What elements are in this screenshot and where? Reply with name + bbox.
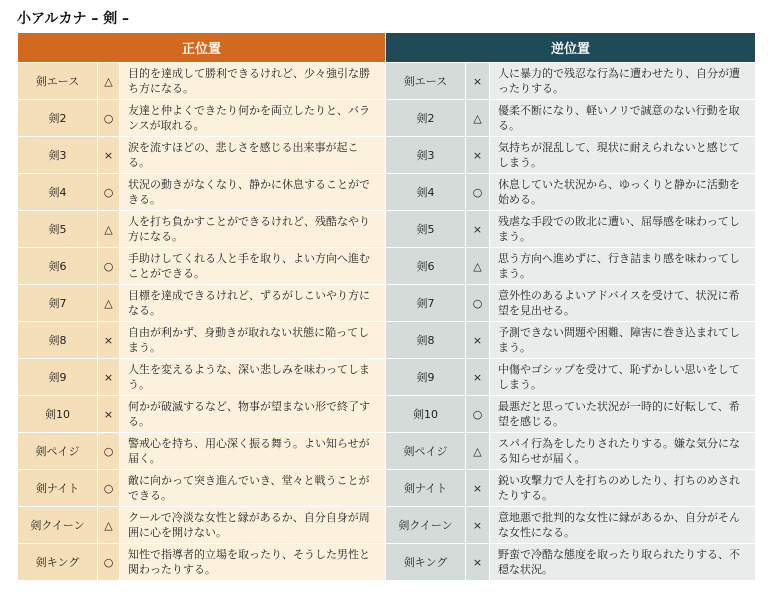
reversed-meaning: スパイ行為をしたりされたりする。嫌な気分になる知らせが届く。 [490, 433, 756, 470]
card-name: 剣9 [18, 359, 98, 396]
card-name: 剣3 [386, 137, 466, 174]
reversed-rating: ○ [466, 285, 490, 322]
page-title: 小アルカナ – 剣 – [17, 11, 130, 27]
card-name: 剣10 [18, 396, 98, 433]
table-row [18, 544, 756, 581]
reversed-rating: × [466, 63, 490, 100]
table-row [18, 137, 756, 174]
upright-rating: ○ [98, 248, 120, 285]
table-row [18, 211, 756, 248]
reversed-meaning: 優柔不断になり、軽いノリで誠意のない行動を取る。 [490, 100, 756, 137]
card-name: 剣キング [18, 544, 98, 581]
upright-meaning: 警戒心を持ち、用心深く振る舞う。よい知らせが届く。 [120, 433, 386, 470]
reversed-meaning: 人に暴力的で残忍な行為に遭わせたり、自分が遭ったりする。 [490, 63, 756, 100]
card-name: 剣2 [18, 100, 98, 137]
upright-meaning: 目的を達成して勝利できるけれど、少々強引な勝ち方になる。 [120, 63, 386, 100]
card-name: 剣4 [18, 174, 98, 211]
table-row [18, 507, 756, 544]
table-row [18, 174, 756, 211]
upright-meaning: 人生を変えるような、深い悲しみを味わってしまう。 [120, 359, 386, 396]
card-name: 剣エース [18, 63, 98, 100]
upright-rating: ○ [98, 470, 120, 507]
reversed-rating: △ [466, 433, 490, 470]
reversed-rating: ○ [466, 174, 490, 211]
upright-rating: × [98, 137, 120, 174]
table-header-row [18, 33, 756, 63]
table-row [18, 396, 756, 433]
reversed-meaning: 思う方向へ進めずに、行き詰まり感を味わってしまう。 [490, 248, 756, 285]
reversed-rating: ○ [466, 396, 490, 433]
upright-rating: △ [98, 285, 120, 322]
card-name: 剣キング [386, 544, 466, 581]
upright-rating: △ [98, 63, 120, 100]
card-name: 剣8 [18, 322, 98, 359]
reversed-rating: × [466, 211, 490, 248]
upright-rating: × [98, 396, 120, 433]
card-name: 剣3 [18, 137, 98, 174]
card-name: 剣9 [386, 359, 466, 396]
card-name: 剣7 [386, 285, 466, 322]
upright-meaning: 知性で指導者的立場を取ったり、そうした男性と関わったりする。 [120, 544, 386, 581]
table-row [18, 322, 756, 359]
upright-rating: × [98, 322, 120, 359]
card-name: 剣エース [386, 63, 466, 100]
table-row [18, 100, 756, 137]
table-row [18, 359, 756, 396]
upright-rating: △ [98, 507, 120, 544]
reversed-rating: × [466, 137, 490, 174]
header-reversed: 逆位置 [386, 33, 756, 63]
upright-rating: △ [98, 211, 120, 248]
upright-meaning: クールで冷淡な女性と縁があるか、自分自身が周囲に心を開けない。 [120, 507, 386, 544]
card-name: 剣ナイト [386, 470, 466, 507]
card-name: 剣6 [386, 248, 466, 285]
reversed-meaning: 鋭い攻撃力で人を打ちのめしたり、打ちのめされたりする。 [490, 470, 756, 507]
upright-meaning: 何かが破滅するなど、物事が望まない形で終了する。 [120, 396, 386, 433]
reversed-meaning: 予測できない問題や困難、障害に巻き込まれてしまう。 [490, 322, 756, 359]
tarot-table [17, 32, 756, 581]
table-row [18, 433, 756, 470]
card-name: 剣10 [386, 396, 466, 433]
reversed-rating: × [466, 544, 490, 581]
reversed-meaning: 残虐な手段での敗北に遭い、屈辱感を味わってしまう。 [490, 211, 756, 248]
reversed-meaning: 意地悪で批判的な女性に縁があるか、自分がそんな女性になる。 [490, 507, 756, 544]
card-name: 剣2 [386, 100, 466, 137]
reversed-meaning: 野蛮で冷酷な態度を取ったり取られたりする、不穏な状況。 [490, 544, 756, 581]
upright-rating: ○ [98, 544, 120, 581]
upright-meaning: 涙を流すほどの、悲しさを感じる出来事が起こる。 [120, 137, 386, 174]
reversed-meaning: 休息していた状況から、ゆっくりと静かに活動を始める。 [490, 174, 756, 211]
upright-meaning: 目標を達成できるけれど、ずるがしこいやり方になる。 [120, 285, 386, 322]
table-row [18, 285, 756, 322]
card-name: 剣4 [386, 174, 466, 211]
card-name: 剣6 [18, 248, 98, 285]
card-name: 剣7 [18, 285, 98, 322]
header-upright: 正位置 [18, 33, 386, 63]
upright-meaning: 状況の動きがなくなり、静かに休息することができる。 [120, 174, 386, 211]
card-name: 剣クイーン [386, 507, 466, 544]
card-name: 剣8 [386, 322, 466, 359]
table-row [18, 470, 756, 507]
reversed-rating: × [466, 359, 490, 396]
reversed-rating: △ [466, 248, 490, 285]
card-name: 剣クイーン [18, 507, 98, 544]
upright-meaning: 敵に向かって突き進んでいき、堂々と戦うことができる。 [120, 470, 386, 507]
upright-rating: ○ [98, 433, 120, 470]
reversed-meaning: 最悪だと思っていた状況が一時的に好転して、希望を感じる。 [490, 396, 756, 433]
upright-meaning: 手助けしてくれる人と手を取り、よい方向へ進むことができる。 [120, 248, 386, 285]
upright-meaning: 自由が利かず、身動きが取れない状態に陥ってしまう。 [120, 322, 386, 359]
card-name: 剣ナイト [18, 470, 98, 507]
reversed-meaning: 中傷やゴシップを受けて、恥ずかしい思いをしてしまう。 [490, 359, 756, 396]
reversed-rating: × [466, 507, 490, 544]
card-name: 剣5 [18, 211, 98, 248]
reversed-rating: × [466, 470, 490, 507]
upright-rating: × [98, 359, 120, 396]
reversed-rating: × [466, 322, 490, 359]
upright-meaning: 友達と仲よくできたり何かを両立したりと、バランスが取れる。 [120, 100, 386, 137]
upright-rating: ○ [98, 174, 120, 211]
upright-meaning: 人を打ち負かすことができるけれど、残酷なやり方になる。 [120, 211, 386, 248]
table-row [18, 248, 756, 285]
card-name: 剣5 [386, 211, 466, 248]
reversed-meaning: 気持ちが混乱して、現状に耐えられないと感じてしまう。 [490, 137, 756, 174]
table-row [18, 63, 756, 100]
reversed-rating: △ [466, 100, 490, 137]
reversed-meaning: 意外性のあるよいアドバイスを受けて、状況に希望を見出せる。 [490, 285, 756, 322]
card-name: 剣ペイジ [18, 433, 98, 470]
card-name: 剣ペイジ [386, 433, 466, 470]
upright-rating: ○ [98, 100, 120, 137]
